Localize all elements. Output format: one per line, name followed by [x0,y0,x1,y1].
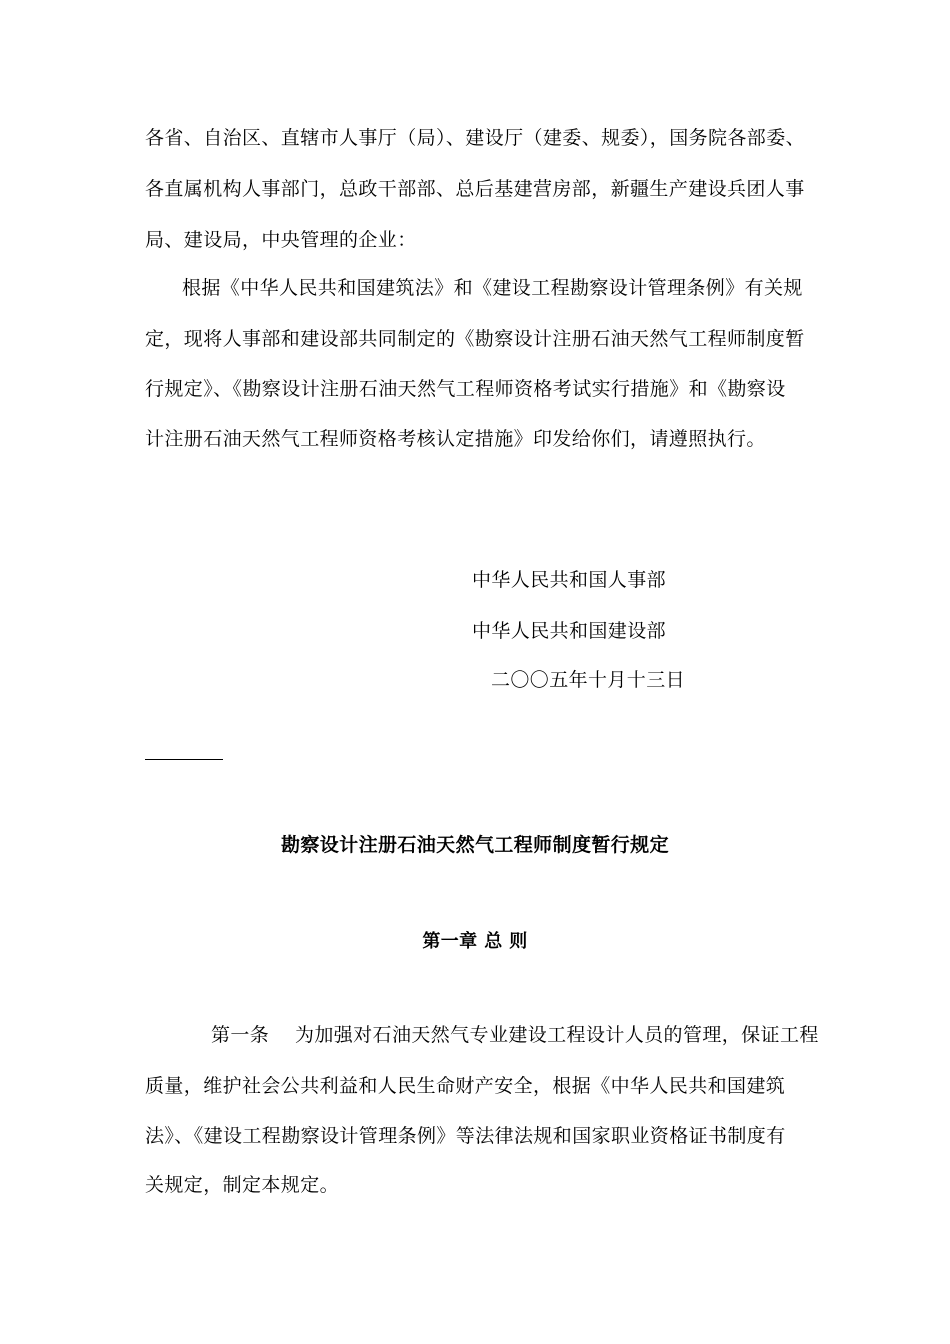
body-line-1: 根据《中华人民共和国建筑法》和《建设工程勘察设计管理条例》有关规 [182,277,803,299]
issue-date: 二〇〇五年十月十三日 [491,669,686,691]
addressee-line-1: 各省、自治区、直辖市人事厅（局）、建设厅（建委、规委），国务院各部委、 [145,127,806,149]
body-line-2: 定，现将人事部和建设部共同制定的《勘察设计注册石油天然气工程师制度暂 [145,328,805,350]
article-1-line-1: 第一条 为加强对石油天然气专业建设工程设计人员的管理，保证工程 [211,1024,819,1046]
article-1-line-4: 关规定，制定本规定。 [145,1174,340,1196]
chapter-heading: 第一章 总 则 [422,931,528,952]
addressee-line-2: 各直属机构人事部门，总政干部部、总后基建营房部，新疆生产建设兵团人事 [145,178,805,200]
regulation-title: 勘察设计注册石油天然气工程师制度暂行规定 [280,834,669,856]
body-line-3: 行规定》、《勘察设计注册石油天然气工程师资格考试实行措施》和《勘察设 [145,378,786,400]
signatory-ministry-construction: 中华人民共和国建设部 [472,620,667,642]
body-line-4: 计注册石油天然气工程师资格考核认定措施》印发给你们，请遵照执行。 [145,428,766,450]
article-1-line-3: 法》、《建设工程勘察设计管理条例》等法律法规和国家职业资格证书制度有 [145,1125,786,1147]
signatory-ministry-personnel: 中华人民共和国人事部 [472,569,667,591]
addressee-line-3: 局、建设局，中央管理的企业： [145,229,417,251]
footnote-separator [145,759,223,760]
article-1-line-2: 质量，维护社会公共利益和人民生命财产安全，根据《中华人民共和国建筑 [145,1075,786,1097]
